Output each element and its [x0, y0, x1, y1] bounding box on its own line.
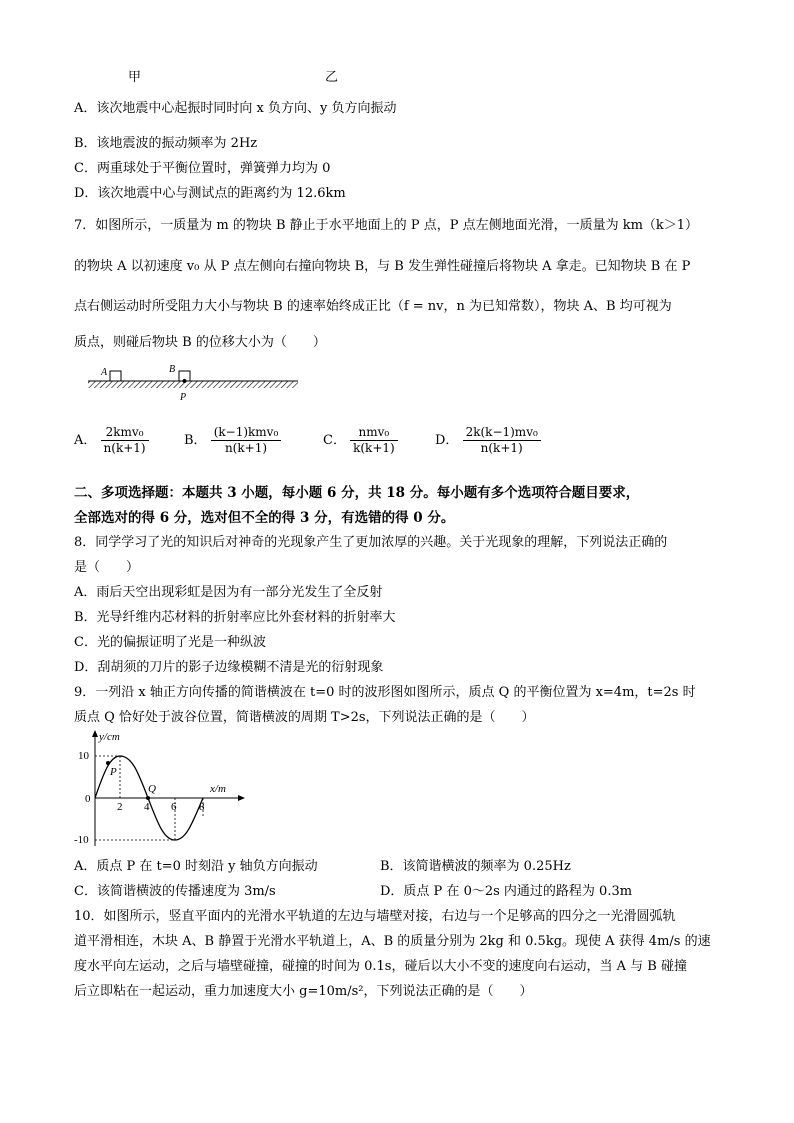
label-a: A	[101, 367, 108, 378]
x-tick-4: 4	[144, 801, 150, 813]
label-p: P	[180, 392, 187, 403]
q9-stem-line1: 9．一列沿 x 轴正方向传播的简谐横波在 t=0 时的波形图如图所示，质点 Q 的平衡位置为 x=4m，t=2s 时	[74, 685, 696, 700]
q9-option-d: D．质点 P 在 0～2s 内通过的路程为 0.3m	[380, 884, 633, 899]
q6-option-d: D．该次地震中心与测试点的距离约为 12.6km	[74, 186, 346, 201]
q8-option-a: A．雨后天空出现彩虹是因为有一部分光发生了全反射	[74, 585, 383, 600]
wave-graph	[70, 728, 250, 850]
q10-stem-line4: 后立即粘在一起运动，重力加速度大小 g=10m/s²，下列说法正确的是（ ）	[74, 984, 533, 999]
q6-option-a: A．该次地震中心起振时同时向 x 负方向、y 负方向振动	[74, 101, 397, 116]
q8-stem-line2: 是（ ）	[74, 560, 140, 575]
q8-option-b: B．光导纤维内芯材料的折射率应比外套材料的折射率大	[74, 610, 396, 625]
point-p	[106, 761, 110, 765]
q7-figure	[86, 362, 301, 404]
q6-option-b: B．该地震波的振动频率为 2Hz	[74, 136, 258, 151]
q8-option-d: D．刮胡须的刀片的影子边缘模糊不清是光的衍射现象	[74, 660, 384, 675]
q7-stem-line1: 7．如图所示，一质量为 m 的物块 B 静止于水平地面上的 P 点，P 点左侧地面光滑，一质量为 km（k＞1）	[74, 218, 699, 233]
y-axis-label: y/cm	[99, 731, 120, 743]
point-p-marker	[183, 379, 187, 383]
figure-label-jia: 甲	[128, 70, 142, 85]
q8-option-c: C．光的偏振证明了光是一种纵波	[74, 635, 266, 650]
q10-stem-line1: 10．如图所示，竖直平面内的光滑水平轨道的左边与墙壁对接，右边与一个足够高的四分之一光滑圆弧轨	[74, 909, 676, 924]
point-q-label: Q	[148, 783, 156, 795]
q7-option-b: B． $\frac{\text{(k−1)kmv₀}}{n(k+1)}$	[184, 425, 281, 456]
section2-header-line2: 全部选对的得 6 分，选对但不全的得 3 分，有选错的得 0 分。	[74, 510, 455, 526]
q10-stem-line3: 度水平向左运动，之后与墙壁碰撞，碰撞的时间为 0.1s，碰后以大小不变的速度向右运动，当 A 与 B 碰撞	[74, 959, 687, 974]
y-tick-0: 0	[85, 793, 91, 805]
q7-stem-line3: 点右侧运动时所受阻力大小与物块 B 的速率始终成正比（f = nv，n 为已知常数），物块 A、B 均可视为	[74, 299, 672, 314]
q6-option-c: C．两重球处于平衡位置时，弹簧弹力均为 0	[74, 161, 331, 176]
q7-stem-line4: 质点，则碰后物块 B 的位移大小为（ ）	[74, 335, 326, 350]
x-tick-8: 8	[199, 801, 205, 813]
y-tick-10: 10	[78, 750, 89, 762]
q7-stem-line2: 的物块 A 以初速度 v₀ 从 P 点左侧向右撞向物块 B，与 B 发生弹性碰撞后将物块 A 拿走。已知物块 B 在 P	[74, 259, 691, 274]
q7-option-a: A． $\frac{\text{2kmv₀}}{n(k+1)}$	[74, 425, 149, 456]
x-tick-2: 2	[117, 801, 123, 813]
q8-stem-line1: 8．同学学习了光的知识后对神奇的光现象产生了更加浓厚的兴趣。关于光现象的理解，下列说法正确的	[74, 535, 668, 550]
point-q	[146, 796, 150, 800]
figure-label-yi: 乙	[325, 70, 339, 85]
section2-header-line1: 二、多项选择题：本题共 3 小题，每小题 6 分，共 18 分。每小题有多个选项符合题目要求，	[74, 485, 640, 501]
q9-option-a: A．质点 P 在 t=0 时刻沿 y 轴负方向振动	[74, 859, 318, 874]
block-a	[110, 371, 121, 381]
y-tick-neg10: -10	[74, 834, 89, 846]
q9-stem-line2: 质点 Q 恰好处于波谷位置，简谐横波的周期 T>2s，下列说法正确的是（ ）	[74, 710, 535, 725]
q9-option-c: C．该简谐横波的传播速度为 3m/s	[74, 884, 276, 899]
ground-surface	[88, 381, 298, 388]
q7-option-d: D． $\frac{\text{2k(k−1)mv₀}}{n(k+1)}$	[435, 425, 541, 456]
q10-stem-line2: 道平滑相连，木块 A、B 静置于光滑水平轨道上，A、B 的质量分别为 2kg 和 0.5kg。现使 A 获得 4m/s 的速	[74, 934, 711, 949]
x-tick-6: 6	[171, 801, 177, 813]
x-axis-label: x/m	[210, 783, 226, 795]
label-b: B	[169, 364, 176, 375]
point-p-label: P	[110, 766, 117, 778]
q7-option-c: C． $\frac{\text{nmv₀}}{k(k+1)}$	[323, 425, 398, 456]
q9-option-b: B．该简谐横波的频率为 0.25Hz	[380, 859, 571, 874]
